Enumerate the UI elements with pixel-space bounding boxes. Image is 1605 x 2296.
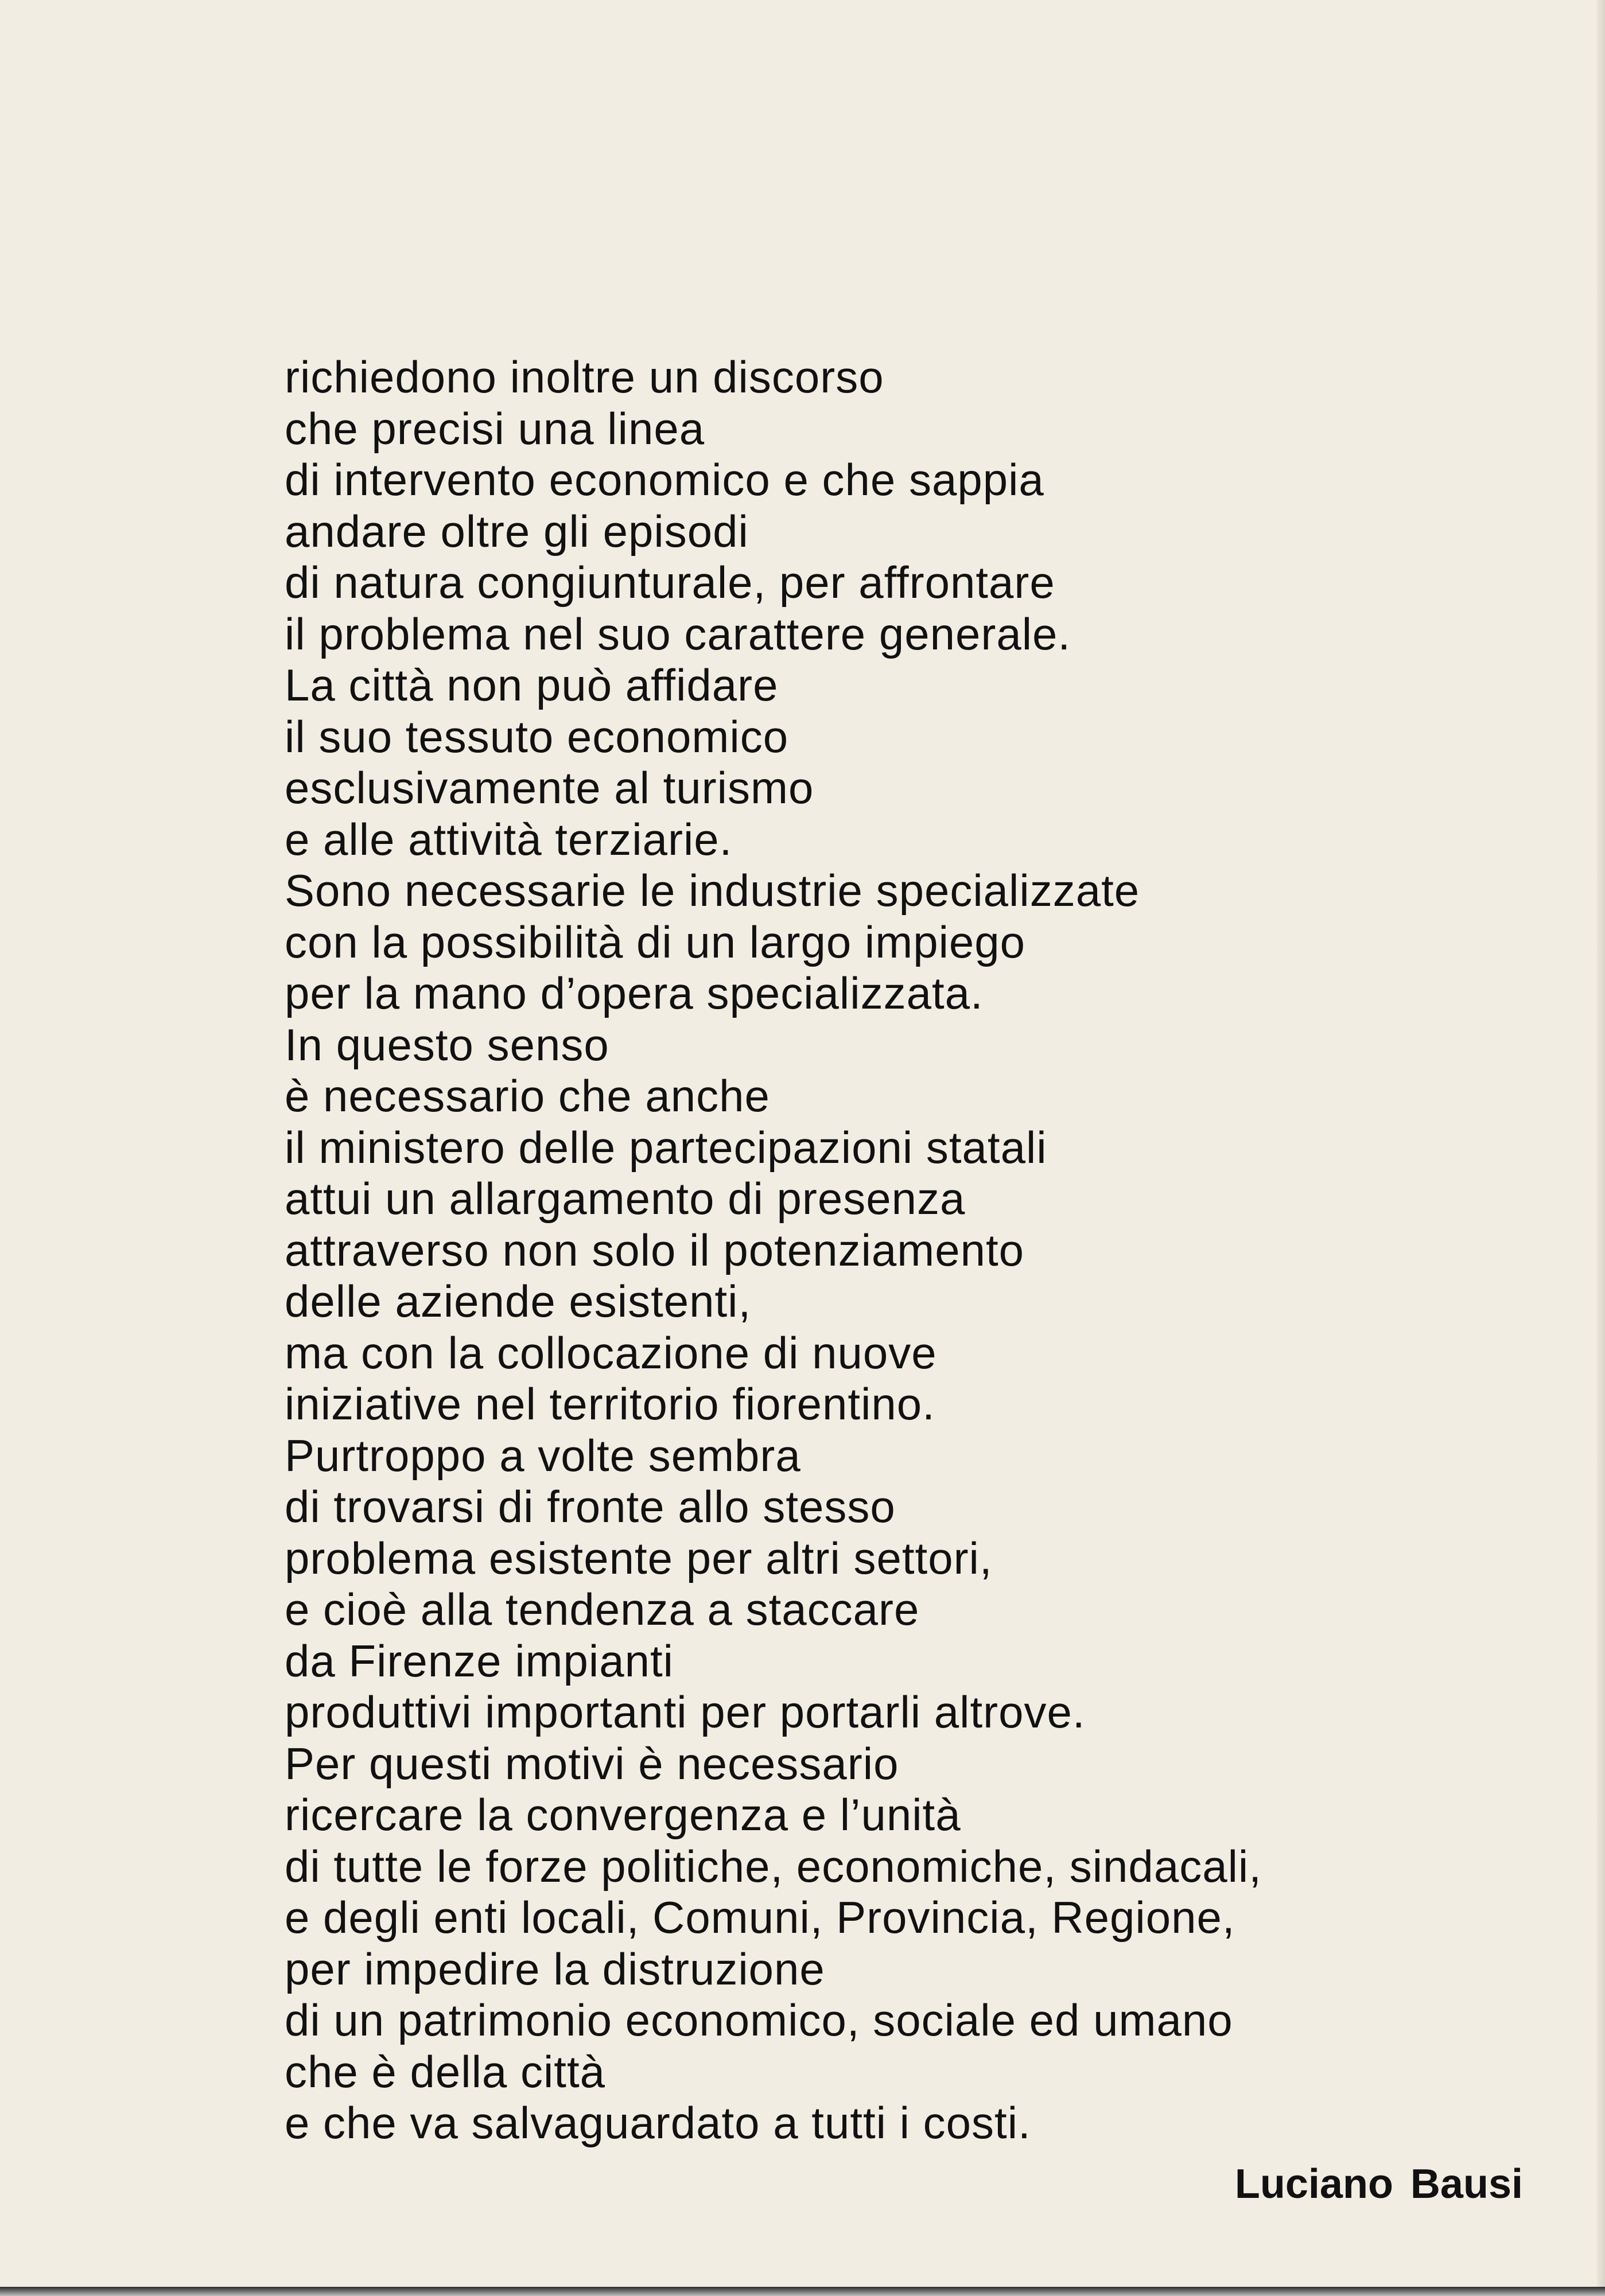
text-line: Per questi motivi è necessario	[285, 1738, 899, 1789]
text-line: e che va salvaguardato a tutti i costi.	[285, 2097, 1031, 2148]
text-line: delle aziende esistenti,	[285, 1276, 752, 1326]
text-line: ma con la collocazione di nuove	[285, 1327, 937, 1378]
text-line: che precisi una linea	[285, 403, 705, 454]
text-line: di intervento economico e che sappia	[285, 454, 1044, 505]
text-line: produttivi importanti per portarli altrove.	[285, 1687, 1086, 1737]
text-line: problema esistente per altri settori,	[285, 1532, 993, 1583]
text-line: di trovarsi di fronte allo stesso	[285, 1481, 896, 1532]
text-line: da Firenze impianti	[285, 1635, 674, 1686]
text-line: e alle attività terziarie.	[285, 814, 733, 865]
text-line: per impedire la distruzione	[285, 1943, 825, 1994]
text-line: Sono necessarie le industrie specializzate	[285, 865, 1140, 916]
author-signature: Luciano Bausi	[1234, 2161, 1523, 2207]
text-line: iniziative nel territorio fiorentino.	[285, 1379, 935, 1429]
text-line: il ministero delle partecipazioni statali	[285, 1122, 1047, 1173]
text-line: per la mano d’opera specializzata.	[285, 968, 984, 1018]
text-line: Purtroppo a volte sembra	[285, 1430, 801, 1481]
page-edge-bottom	[0, 2287, 1605, 2296]
text-line: il suo tessuto economico	[285, 711, 789, 762]
text-line: La città non può affidare	[285, 660, 779, 710]
text-line: andare oltre gli episodi	[285, 505, 749, 557]
text-line: il problema nel suo carattere generale.	[285, 608, 1071, 659]
body-text	[285, 352, 1262, 2149]
text-line: ricercare la convergenza e l’unità	[285, 1789, 961, 1840]
text-line: che è della città	[285, 2046, 606, 2097]
text-line: con la possibilità di un largo impiego	[285, 916, 1026, 967]
text-line: attui un allargamento di presenza	[285, 1173, 966, 1224]
text-line: attraverso non solo il potenziamento	[285, 1224, 1025, 1275]
page-edge-right	[1597, 0, 1605, 2287]
text-line: richiedono inoltre un discorso	[285, 352, 884, 402]
text-line: e degli enti locali, Comuni, Provincia, Regione,	[285, 1892, 1235, 1943]
text-line: di tutte le forze politiche, economiche, sindacali,	[285, 1840, 1262, 1892]
text-line: di un patrimonio economico, sociale ed umano	[285, 1995, 1233, 2045]
text-line: e cioè alla tendenza a staccare	[285, 1584, 920, 1635]
text-line: esclusivamente al turismo	[285, 762, 814, 813]
text-line: è necessario che anche	[285, 1071, 770, 1121]
text-line: di natura congiunturale, per affrontare	[285, 557, 1055, 608]
text-line: In questo senso	[285, 1019, 609, 1070]
